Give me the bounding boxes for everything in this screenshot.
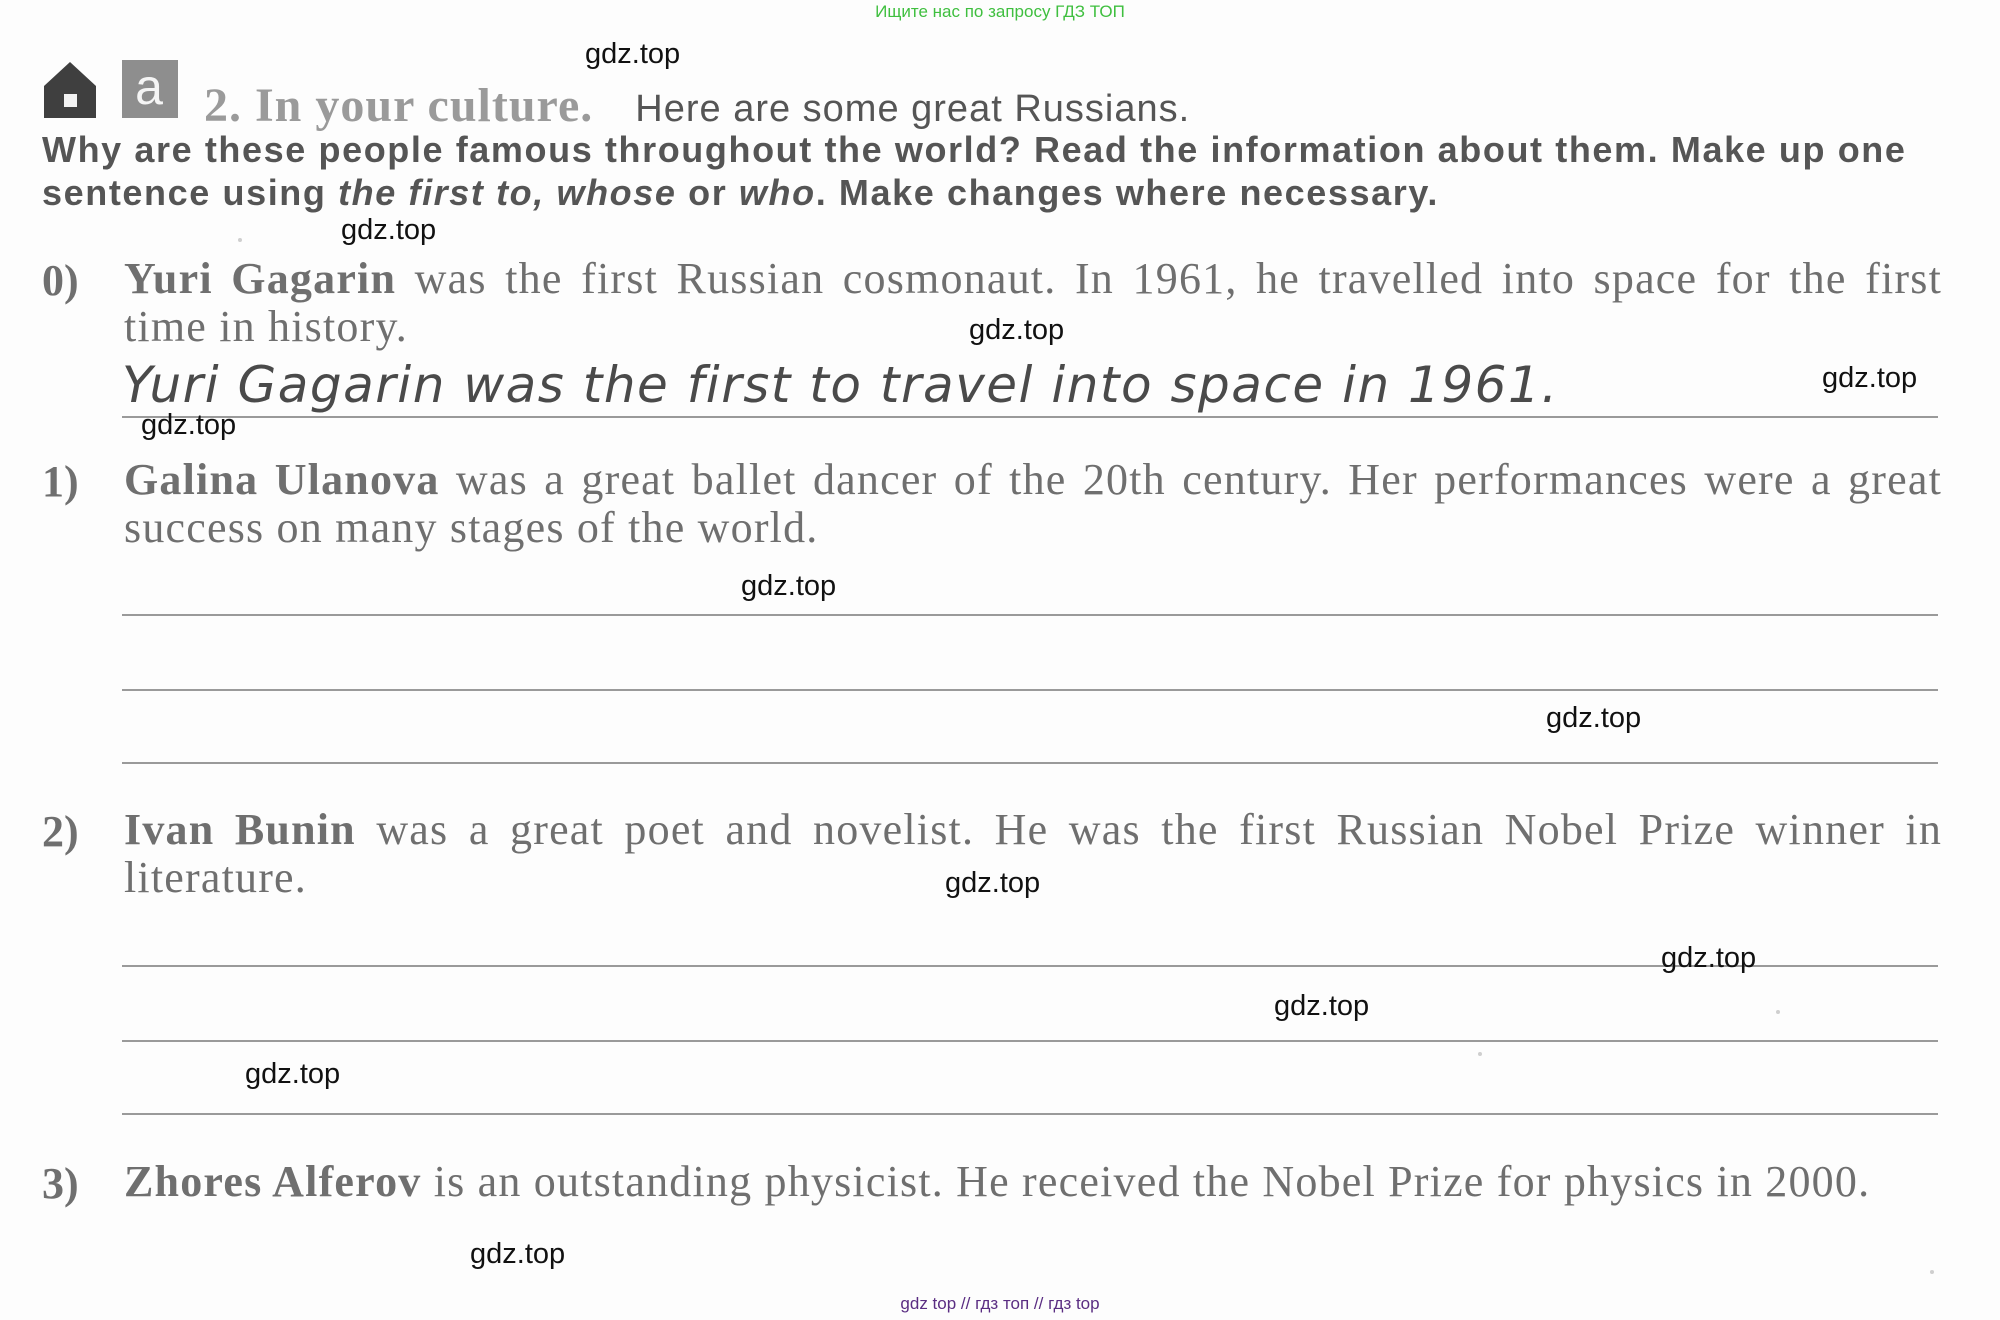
letter-a-icon — [122, 60, 178, 120]
instructions-italic2: who — [738, 172, 816, 213]
footer-links[interactable]: gdz top // гдз топ // гдз top — [900, 1294, 1100, 1313]
letter-a-text: a — [135, 60, 163, 115]
item-number: 2) — [42, 807, 79, 856]
person-description: was a great ballet dancer of the 20th century. Her performances were a great success on many stages of the world. — [124, 455, 1942, 552]
watermark: gdz.top — [1274, 990, 1370, 1022]
watermark: gdz.top — [969, 314, 1065, 346]
watermark: gdz.top — [1546, 702, 1642, 734]
item-text — [124, 1158, 1942, 1206]
person-description: was the first Russian cosmonaut. In 1961, he travelled into space for the first time in history. — [124, 254, 1942, 351]
watermark: gdz.top — [585, 38, 681, 70]
instructions-part3: . Make changes where necessary. — [815, 172, 1439, 213]
house-icon — [42, 60, 98, 120]
instructions — [42, 128, 1942, 214]
answer-text-0: Yuri Gagarin was the first to travel into space in 1961. — [122, 356, 1559, 414]
answer-line-1b[interactable] — [122, 689, 1938, 691]
person-name: Yuri Gagarin — [124, 254, 397, 303]
watermark: gdz.top — [1822, 362, 1918, 394]
scan-speck — [1776, 1010, 1780, 1014]
top-banner[interactable]: Ищите нас по запросу ГДЗ ТОП — [875, 2, 1125, 21]
answer-line-0[interactable] — [122, 416, 1938, 418]
instructions-part1: Why are these people famous throughout the world? Read the information about them. Make up one sentence using — [42, 129, 1907, 213]
person-name: Ivan Bunin — [124, 805, 356, 854]
instructions-italic1: the first to, whose — [338, 172, 677, 213]
answer-line-1c[interactable] — [122, 762, 1938, 764]
watermark: gdz.top — [1661, 942, 1757, 974]
instructions-part2: or — [676, 172, 739, 213]
item-number: 3) — [42, 1159, 79, 1208]
watermark: gdz.top — [945, 867, 1041, 899]
person-name: Zhores Alferov — [124, 1157, 422, 1206]
scan-speck — [238, 238, 242, 242]
watermark: gdz.top — [141, 409, 237, 441]
item-text — [124, 456, 1942, 552]
person-name: Galina Ulanova — [124, 455, 440, 504]
answer-line-1a[interactable] — [122, 614, 1938, 616]
scan-speck — [1478, 1052, 1482, 1056]
answer-line-2b[interactable] — [122, 1040, 1938, 1042]
exercise-subtitle: Here are some great Russians. — [635, 88, 1191, 130]
watermark: gdz.top — [470, 1238, 566, 1270]
exercise-header — [204, 78, 1190, 133]
person-description: was a great poet and novelist. He was the first Russian Nobel Prize winner in literature. — [124, 805, 1943, 902]
item-number: 0) — [42, 256, 79, 305]
answer-line-2c[interactable] — [122, 1113, 1938, 1115]
scan-speck — [1930, 1270, 1934, 1274]
watermark: gdz.top — [245, 1058, 341, 1090]
person-description: is an outstanding physicist. He received the Nobel Prize for physics in 2000. — [421, 1157, 1871, 1206]
watermark: gdz.top — [741, 570, 837, 602]
item-number: 1) — [42, 457, 79, 506]
watermark: gdz.top — [341, 214, 437, 246]
exercise-title: 2. In your culture. — [204, 79, 594, 132]
